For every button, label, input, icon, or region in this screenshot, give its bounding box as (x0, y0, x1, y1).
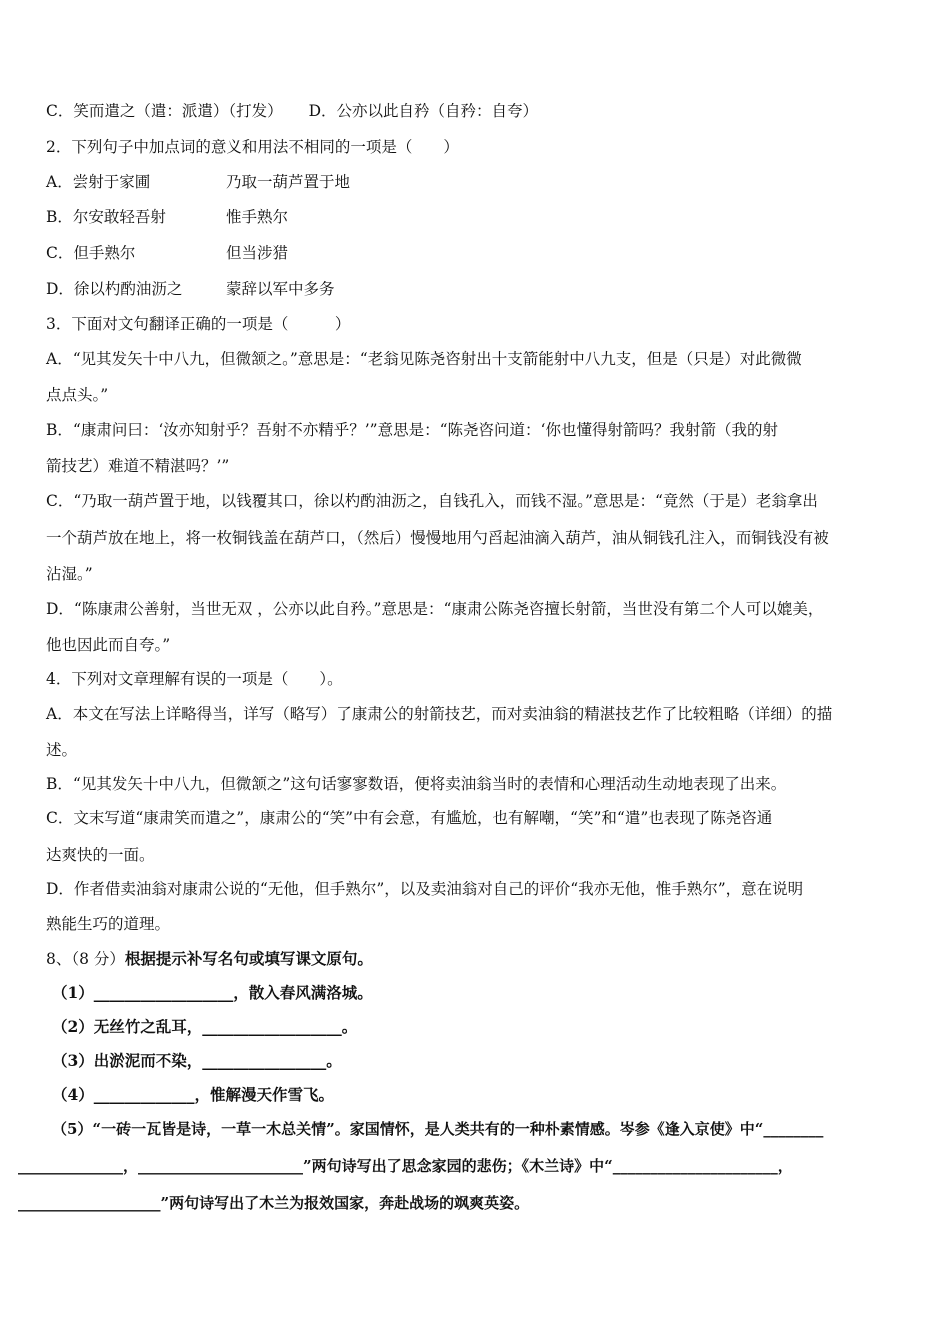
q4-stem: 4．下列对文章理解有误的一项是（ ）。 (46, 670, 343, 688)
q2-option-a-left: A．尝射于家圃 (46, 173, 151, 191)
q4-option-c-line1: C．文末写道“康肃笑而遣之”，康肃公的“笑”中有会意，有尴尬，也有解嘲，“笑”和“遣”也表现了陈尧咨通 (46, 809, 773, 827)
q8-item-5-line1: （5）“一砖一瓦皆是诗，一草一木总关情”。家国情怀，是人类共有的一种朴素情感。岑参《逢入京使》中“________ (52, 1120, 824, 1138)
q2-option-d (46, 279, 906, 299)
q1-option-c: C．笑而遣之（遣：派遣）（打发） (46, 102, 283, 120)
q3-stem: 3．下面对文句翻译正确的一项是（ ） (46, 315, 351, 333)
q2-option-b-right: 惟手熟尔 (226, 208, 289, 226)
q4-option-d-line1: D．作者借卖油翁对康肃公说的“无他，但手熟尔”，以及卖油翁对自己的评价“我亦无他，惟手熟尔”，意在说明 (46, 880, 804, 898)
q8-item-4: （4）_____________，惟解漫天作雪飞。 (52, 1085, 335, 1104)
q2-stem: 2．下列句子中加点词的意义和用法不相同的一项是（ ） (46, 138, 459, 156)
q2-option-c-left: C．但手熟尔 (46, 244, 136, 262)
q3-option-a-line2: 点点头。” (46, 386, 109, 404)
q3-option-b-line1: B．“康肃问曰：‘汝亦知射乎？吾射不亦精乎？’”意思是：“陈尧咨问道：‘你也懂得射箭吗？我射箭（我的射 (46, 421, 778, 439)
q8-item-1: （1）__________________，散入春风满洛城。 (52, 983, 373, 1002)
q4-option-a-line1: A．本文在写法上详略得当，详写（略写）了康肃公的射箭技艺，而对卖油翁的精湛技艺作了比较粗略（详细）的描 (46, 705, 833, 723)
q3-option-c-line3: 沾湿。” (46, 565, 93, 583)
q4-option-a-line2: 述。 (46, 741, 78, 759)
q4-option-c-line2: 达爽快的一面。 (46, 846, 155, 864)
q2-option-a (46, 172, 906, 192)
q2-option-c (46, 243, 906, 263)
q4-option-d-line2: 熟能生巧的道理。 (46, 915, 171, 933)
q8-number: 8、（8 分） (46, 950, 125, 968)
q8-item-2: （2）无丝竹之乱耳，__________________。 (52, 1017, 358, 1036)
q3-option-a-line1: A．“见其发矢十中八九，但微颔之。”意思是：“老翁见陈尧咨射出十支箭能射中八九支，但是（只是）对此微微 (46, 350, 802, 368)
q3-option-c-line1: C．“乃取一葫芦置于地，以钱覆其口，徐以杓酌油沥之，自钱孔入，而钱不湿。”意思是：“竟然（于是）老翁拿出 (46, 492, 818, 510)
q2-option-d-left: D．徐以杓酌油沥之 (46, 280, 183, 298)
q3-option-d-line1: D．“陈康肃公善射，当世无双 ，公亦以此自矜。”意思是：“康肃公陈尧咨擅长射箭，当世没有第二个人可以媲美， (46, 600, 824, 618)
q2-option-b-left: B．尔安敢轻吾射 (46, 208, 166, 226)
q3-option-d-line2: 他也因此而自夸。” (46, 636, 171, 654)
q2-option-d-right: 蒙辞以军中多务 (226, 280, 335, 298)
q4-option-b-line1: B．“见其发矢十中八九，但微颔之”这句话寥寥数语，便将卖油翁当时的表情和心理活动生动地表现了出来。 (46, 775, 787, 793)
q2-option-a-right: 乃取一葫芦置于地 (226, 173, 351, 191)
q8-item-5-line3: ___________________”两句诗写出了木兰为报效国家，奔赴战场的飒爽英姿。 (18, 1194, 530, 1212)
q3-option-b-line2: 箭技艺）难道不精湛吗？’” (46, 457, 230, 475)
q3-option-c-line2: 一个葫芦放在地上，将一枚铜钱盖在葫芦口，（然后）慢慢地用勺舀起油滴入葫芦，油从铜钱孔注入，而铜钱没有被 (46, 529, 829, 547)
q2-option-c-right: 但当涉猎 (226, 244, 289, 262)
q8-item-5-line2: ______________，______________________”两句诗写出了思念家园的悲伤；《木兰诗》中“______________________， (18, 1157, 793, 1175)
q1-options-cd (46, 101, 906, 121)
q8-title: 根据提示补写名句或填写课文原句。 (124, 949, 373, 968)
q2-option-b (46, 207, 906, 227)
q1-option-d: D．公亦以此自矜（自矜：自夸） (308, 102, 539, 120)
q8-item-3: （3）出淤泥而不染，________________。 (52, 1051, 342, 1070)
q8-heading (46, 949, 906, 969)
